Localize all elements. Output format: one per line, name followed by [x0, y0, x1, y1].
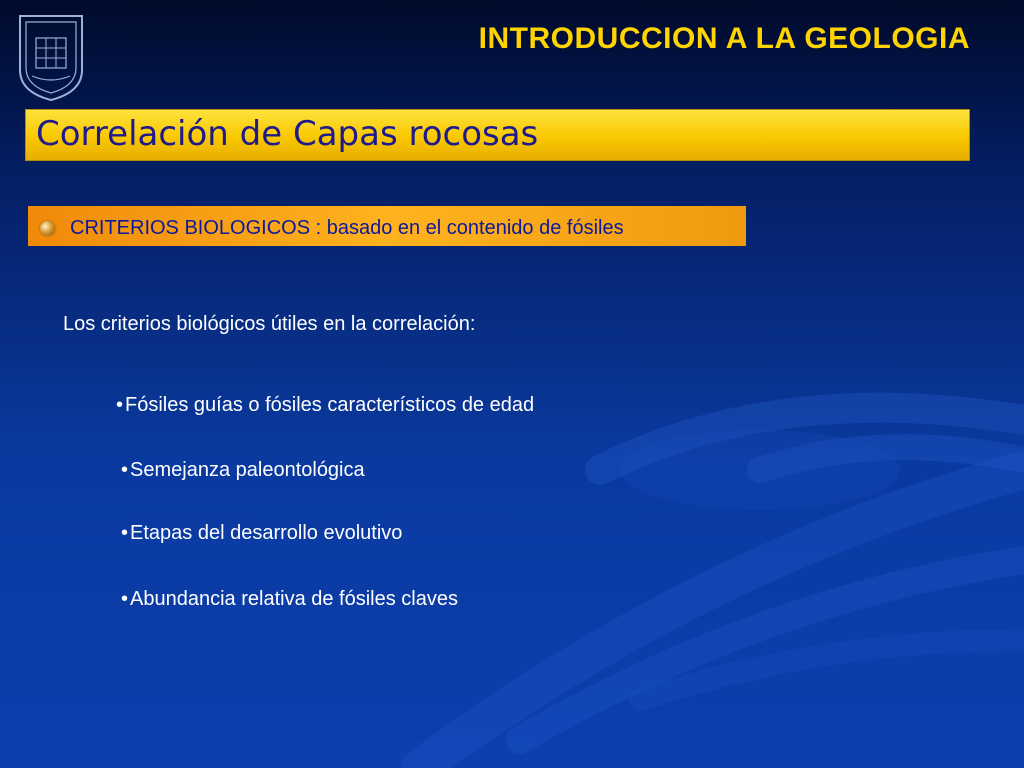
bullet-disc-icon: [40, 221, 55, 236]
list-item-text: Semejanza paleontológica: [130, 459, 365, 481]
list-item: [116, 394, 534, 417]
bullet-symbol: •: [121, 522, 129, 544]
university-seal-icon: [14, 10, 88, 102]
list-item: [121, 459, 365, 482]
criteria-banner: [28, 206, 746, 246]
list-item-text: Abundancia relativa de fósiles claves: [130, 588, 458, 610]
bullet-symbol: •: [116, 394, 124, 416]
page-title: INTRODUCCION A LA GEOLOGIA: [478, 22, 970, 55]
list-item-text: Etapas del desarrollo evolutivo: [130, 522, 403, 544]
section-title-bar: [25, 109, 970, 161]
intro-text: Los criterios biológicos útiles en la correlación:: [63, 313, 476, 335]
bullet-symbol: •: [121, 588, 129, 610]
list-item: [121, 522, 402, 545]
list-item-text: Fósiles guías o fósiles característicos de edad: [125, 394, 535, 416]
list-item: [121, 588, 458, 611]
bullet-symbol: •: [121, 459, 129, 481]
section-title: Correlación de Capas rocosas: [36, 114, 539, 154]
criteria-label: CRITERIOS BIOLOGICOS : basado en el contenido de fósiles: [70, 217, 624, 239]
